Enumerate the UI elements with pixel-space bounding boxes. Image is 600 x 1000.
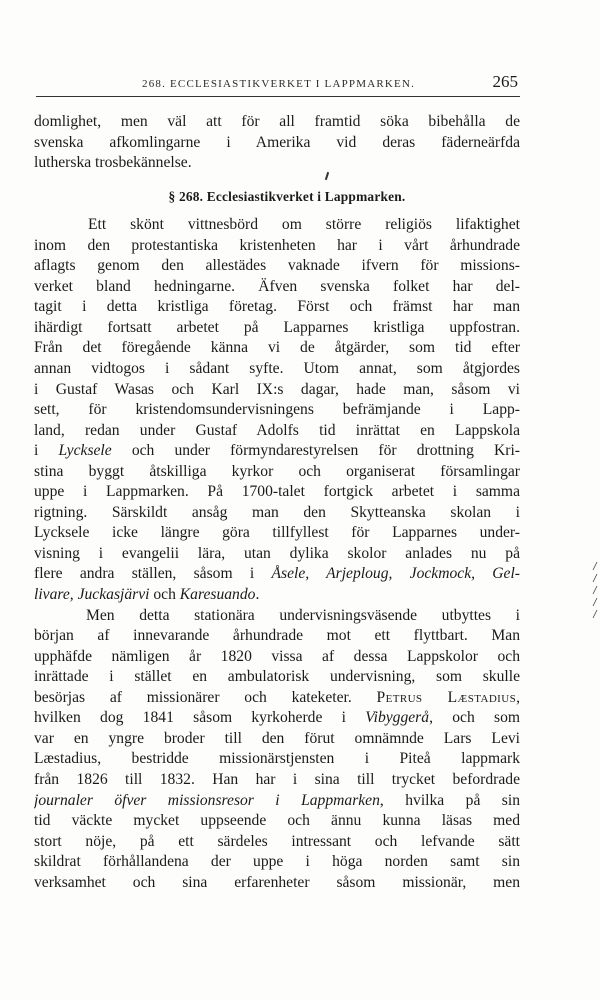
text-run: , och som: [429, 709, 520, 727]
text-run: .: [255, 586, 260, 604]
text-line: Från det föregående känna vi de åtgärder, som tid efter: [34, 339, 520, 357]
text-run: flere andra ställen, såsom i: [34, 565, 272, 583]
text-line: stort nöje, på ett särdeles intressant och lefvande sätt: [34, 832, 520, 850]
page-number: 265: [492, 72, 518, 91]
text-line: verksamhet och sina erfarenheter såsom missionär, men: [34, 873, 520, 891]
place-name: Karesuando: [179, 586, 256, 604]
text-run: ,: [516, 688, 520, 706]
margin-bookmark-icon: [592, 560, 598, 620]
text-line: tagit i detta kristliga företag. Först och främst har man: [34, 298, 520, 316]
text-line: Lycksele icke längre göra tillfyllest för Lapparnes under-: [34, 524, 520, 542]
text-run: och under förmyndarestyrelsen för drottning Kri-: [111, 442, 520, 460]
text-line: början af innevarande århundrade mot ett flyttbart. Man: [34, 627, 520, 645]
place-names: Åsele, Arjeploug, Jockmock, Gel-: [271, 565, 520, 583]
paragraph-2: [34, 606, 520, 894]
paragraph-1: [34, 215, 520, 605]
text-line: [34, 564, 520, 585]
header-rule: [36, 96, 520, 97]
text-line: land, redan under Gustaf Adolfs tid inrättat en Lappskola: [34, 421, 520, 439]
text-run: besörjas af missionärer och kateketer.: [34, 688, 377, 706]
text-line: visning i evangelii lära, utan dylika skolor anlades nu på: [34, 544, 520, 562]
text-line: svenska afkomlingarne i Amerika vid deras fäderneärfda: [34, 133, 520, 151]
place-name: Lycksele: [58, 442, 112, 460]
person-name: Petrus Læstadius: [376, 688, 517, 706]
text-line: [34, 688, 520, 709]
text-line: [34, 585, 520, 606]
text-run: i: [34, 442, 59, 460]
text-line: annan vidtogos i sådant syfte. Utom annat, som åtgjordes: [34, 360, 520, 378]
text-line: inom den protestantiska kristenheten har i vårt århundrade: [34, 236, 520, 254]
text-line: uppe i Lappmarken. På 1700-talet fortgick arbetet i samma: [34, 483, 520, 501]
text-line: lutherska trosbekännelse.: [34, 154, 192, 172]
page-header: [36, 72, 518, 96]
text-line: ihärdigt fortsatt arbetet på Lapparnes kristliga uppfostran.: [34, 318, 520, 336]
running-head: 268. ECCLESIASTIKVERKET I LAPPMARKEN.: [142, 78, 416, 90]
text-line: var en yngre broder till den förut omnämnde Lars Levi: [34, 729, 520, 747]
text-line: stina byggt åtskilliga kyrkor och organiserat församlingar: [34, 462, 520, 480]
book-title: journaler öfver missionsresor i Lappmarken: [34, 791, 380, 809]
text-line: domlighet, men väl att för all framtid söka bibehålla de: [34, 113, 520, 130]
text-line: [34, 791, 520, 812]
text-line: Ett skönt vittnesbörd om större religiös lifaktighet: [88, 216, 520, 234]
place-names: livare, Juckasjärvi: [34, 586, 150, 604]
text-line: Læstadius, bestridde missionärstjensten i Piteå lappmark: [34, 750, 520, 768]
text-line: verket bland hedningarne. Äfven svenska folket har del-: [34, 277, 520, 295]
text-line: inrättade i stället en ambulatorisk undervisning, som skulle: [34, 668, 520, 686]
section-heading: § 268. Ecclesiastikverket i Lappmarken.: [168, 188, 406, 204]
text-run: och: [149, 586, 180, 604]
place-name: Vibyggerå: [365, 709, 430, 727]
body-text: [34, 112, 520, 893]
text-run: , hvilka på sin: [379, 791, 520, 809]
text-line: tid väckte mycket uppseende och ännu kunna läsas med: [34, 812, 520, 830]
text-line: upphäfde nämligen år 1820 vissa af dessa Lappskolor och: [34, 647, 520, 665]
text-line: i Gustaf Wasas och Karl IX:s dagar, hade man, såsom vi: [34, 380, 520, 398]
text-line: aflagts genom den allestädes vaknade ifvern för missions-: [34, 257, 520, 275]
text-run: hvilken dog 1841 såsom kyrkoherde i: [34, 709, 366, 727]
text-line: [34, 441, 520, 462]
text-line: Men detta stationära undervisningsväsende utbyttes i: [86, 606, 520, 624]
text-line: från 1826 till 1832. Han har i sina till trycket befordrade: [34, 770, 520, 788]
text-line: [34, 708, 520, 729]
text-line: skildrat förhållandena der uppe i höga norden samt sin: [34, 853, 520, 871]
text-line: sett, för kristendomsundervisningens befrämjande i Lapp-: [34, 401, 520, 419]
text-line: rigtning. Särskildt ansåg man den Skytteanska skolan i: [34, 503, 520, 521]
